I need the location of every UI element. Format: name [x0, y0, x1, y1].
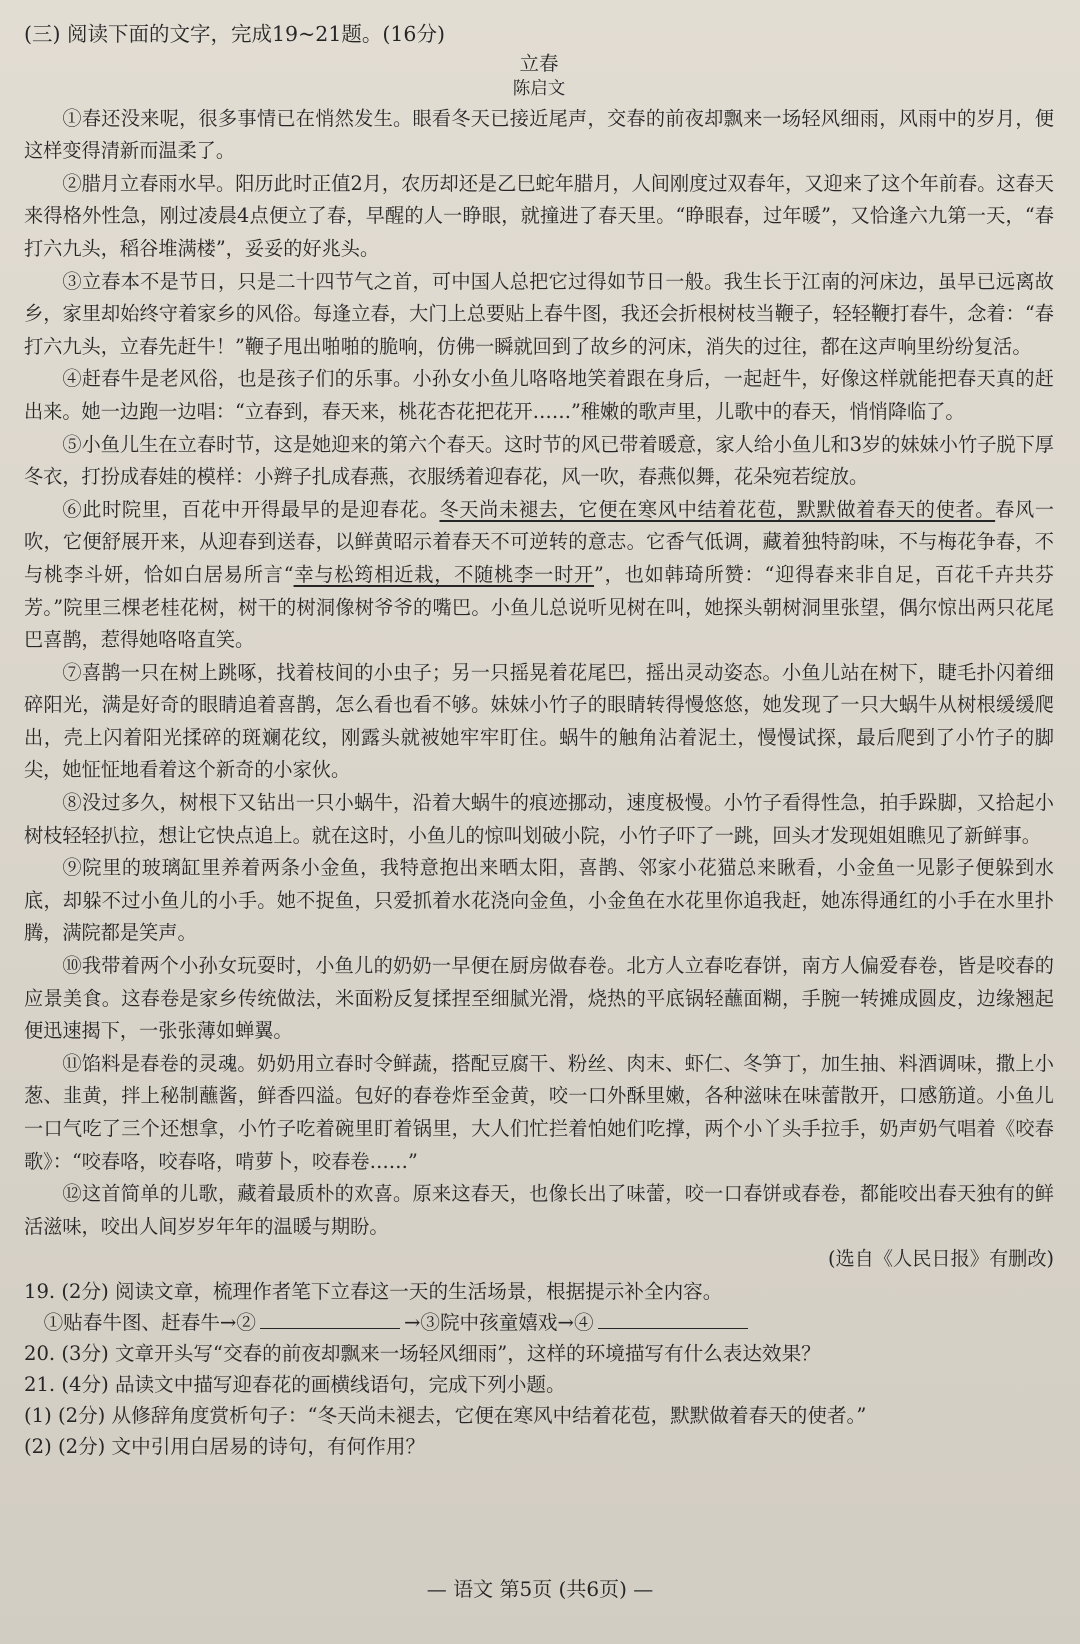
article-paragraph	[24, 363, 1054, 428]
question-20: 20. (3分) 文章开头写“交春的前夜却飘来一场轻风细雨”，这样的环境描写有什么表达效果？	[24, 1341, 821, 1365]
article-paragraph	[24, 657, 1054, 787]
article-author: 陈启文	[512, 78, 566, 99]
paragraph-text: ⑪馅料是春卷的灵魂。奶奶用立春时令鲜蔬，搭配豆腐干、粉丝、肉末、虾仁、冬笋丁，加生抽、料酒调味，撒上小葱、韭黄，拌上秘制蘸酱，鲜香四溢。包好的春卷炸至金黄，咬一口外酥里嫩，各种滋味在味蕾散开，口感筋道。小鱼儿一口气吃了三个还想拿，小竹子吃着碗里盯着锅里，大人们忙拦着怕她们吃撑，两个小丫头手拉手，奶声奶气唱着《咬春歌》：“咬春咯，咬春咯，啃萝卜，咬春卷……”	[24, 1051, 1054, 1173]
paragraph-text: ”，也如韩琦所赞：“迎得春来非自足，百花千卉共芬芳。”院里三棵老桂花树，树干的树洞像树爷爷的嘴巴。小鱼儿总说听见树在叫，她探头朝树洞里张望，偶尔惊出两只花尾巴喜鹊，惹得她咯咯直笑。	[24, 562, 1055, 652]
article-paragraph	[24, 950, 1054, 1048]
paragraph-text: ⑨院里的玻璃缸里养着两条小金鱼，我特意抱出来晒太阳，喜鹊、邻家小花猫总来瞅看，小金鱼一见影子便躲到水底，却躲不过小鱼儿的小手。她不捉鱼，只爱抓着水花浇向金鱼，小金鱼在水花里你追我赶，她冻得通红的小手在水里扑腾，满院都是笑声。	[24, 856, 1054, 945]
article-paragraph	[24, 168, 1054, 266]
section-heading: (三) 阅读下面的文字，完成19~21题。(16分)	[24, 22, 445, 46]
article-paragraph	[24, 429, 1054, 494]
article-paragraph	[24, 1048, 1054, 1178]
paragraph-text: ②腊月立春雨水早。阳历此时正值2月，农历却还是乙巳蛇年腊月，人间刚度过双春年，又迎来了这个年前春。这春天来得格外性急，刚过凌晨4点便立了春，早醒的人一睁眼，就撞进了春天里。“睁眼春，过年暖”，又恰逢六九第一天，“春打六九头，稻谷堆满楼”，妥妥的好兆头。	[24, 171, 1054, 260]
question-19-flow	[24, 1307, 1054, 1338]
question-19: 19. (2分) 阅读文章，梳理作者笔下立春这一天的生活场景，根据提示补全内容。	[24, 1279, 723, 1303]
answer-blank-2[interactable]	[260, 1310, 400, 1329]
paragraph-text: ⑤小鱼儿生在立春时节，这是她迎来的第六个春天。这时节的风已带着暖意，家人给小鱼儿和3岁的妹妹小竹子脱下厚冬衣，打扮成春娃的模样：小辫子扎成春燕，衣服绣着迎春花，风一吹，春燕似舞，花朵宛若绽放。	[24, 432, 1054, 489]
paragraph-text: ④赶春牛是老风俗，也是孩子们的乐事。小孙女小鱼儿咯咯地笑着跟在身后，一起赶牛，好像这样就能把春天真的赶出来。她一边跑一边唱：“立春到，春天来，桃花杏花把花开……”稚嫩的歌声里，儿歌中的春天，悄悄降临了。	[24, 367, 1054, 423]
paragraph-text: ⑦喜鹊一只在树上跳啄，找着枝间的小虫子；另一只摇晃着花尾巴，摇出灵动姿态。小鱼儿站在树下，睫毛扑闪着细碎阳光，满是好奇的眼睛追着喜鹊，怎么看也看不够。妹妹小竹子的眼睛转得慢悠悠，她发现了一只大蜗牛从树根缓缓爬出，壳上闪着阳光揉碎的斑斓花纹，刚露头就被她牢牢盯住。蜗牛的触角沾着泥土，慢慢试探，最后爬到了小竹子的脚尖，她怔怔地看着这个新奇的小家伙。	[24, 660, 1054, 782]
underlined-sentence: 冬天尚未褪去，它便在寒风中结着花苞，默默做着春天的使者。	[439, 497, 996, 521]
page-content	[24, 18, 1054, 1462]
article-paragraph	[24, 1178, 1054, 1243]
article-paragraph	[24, 103, 1054, 168]
answer-blank-4[interactable]	[598, 1310, 748, 1329]
flow-step-b: →③院中孩童嬉戏→④	[403, 1310, 594, 1334]
article-paragraph	[24, 494, 1054, 657]
article-body	[24, 103, 1054, 1244]
article-title: 立春	[519, 51, 559, 75]
flow-step-a: ①贴春牛图、赶春牛→②	[43, 1310, 256, 1334]
paragraph-text: ⑩我带着两个小孙女玩耍时，小鱼儿的奶奶一早便在厨房做春卷。北方人立春吃春饼，南方人偏爱春卷，皆是咬春的应景美食。这春卷是家乡传统做法，米面粉反复揉捏至细腻光滑，烧热的平底锅轻蘸面糊，手腕一转摊成圆皮，边缘翘起便迅速揭下，一张张薄如蝉翼。	[24, 954, 1054, 1043]
article-paragraph	[24, 852, 1054, 950]
questions-block	[24, 1276, 1054, 1462]
paragraph-text: ①春还没来呢，很多事情已在悄然发生。眼看冬天已接近尾声，交春的前夜却飘来一场轻风细雨，风雨中的岁月，便这样变得清新而温柔了。	[24, 106, 1054, 163]
question-21-2: (2) (2分) 文中引用白居易的诗句，有何作用？	[24, 1434, 426, 1458]
article-paragraph	[24, 266, 1054, 364]
question-21-1: (1) (2分) 从修辞角度赏析句子：“冬天尚未褪去，它便在寒风中结着花苞，默默做着春天的使者。”	[24, 1403, 867, 1427]
paragraph-text: ③立春本不是节日，只是二十四节气之首，可中国人总把它过得如节日一般。我生长于江南的河床边，虽早已远离故乡，家里却始终守着家乡的风俗。每逢立春，大门上总要贴上春牛图，我还会折根树枝当鞭子，轻轻鞭打春牛，念着：“春打六九头，立春先赶牛！”鞭子甩出啪啪的脆响，仿佛一瞬就回到了故乡的河床，消失的过往，都在这声响里纷纷复活。	[24, 269, 1054, 358]
paragraph-text: ⑥此时院里，百花中开得最早的是迎春花。	[62, 497, 440, 521]
paragraph-text: ⑫这首简单的儿歌，藏着最质朴的欢喜。原来这春天，也像长出了味蕾，咬一口春饼或春卷，都能咬出春天独有的鲜活滋味，咬出人间岁岁年年的温暖与期盼。	[24, 1182, 1054, 1238]
article-source: (选自《人民日报》有删改)	[827, 1247, 1054, 1271]
question-21: 21. (4分) 品读文中描写迎春花的画横线语句，完成下列小题。	[24, 1372, 566, 1396]
underlined-sentence: 幸与松筠相近栽，不随桃李一时开	[293, 562, 595, 586]
article-paragraph	[24, 787, 1054, 852]
paragraph-text: 春风一吹，它便舒展开来，从迎春到送春，以鲜黄昭示着春天不可逆转的意志。它香气低调，藏着独特韵味，不与梅花争春，不与桃李斗妍，恰如白居易所言“	[24, 497, 1055, 586]
page-footer: — 语文 第5页 (共6页) —	[426, 1577, 654, 1601]
paragraph-text: ⑧没过多久，树根下又钻出一只小蜗牛，沿着大蜗牛的痕迹挪动，速度极慢。小竹子看得性急，拍手跺脚，又拾起小树枝轻轻扒拉，想让它快点追上。就在这时，小鱼儿的惊叫划破小院，小竹子吓了一跳，回头才发现姐姐瞧见了新鲜事。	[24, 791, 1054, 847]
